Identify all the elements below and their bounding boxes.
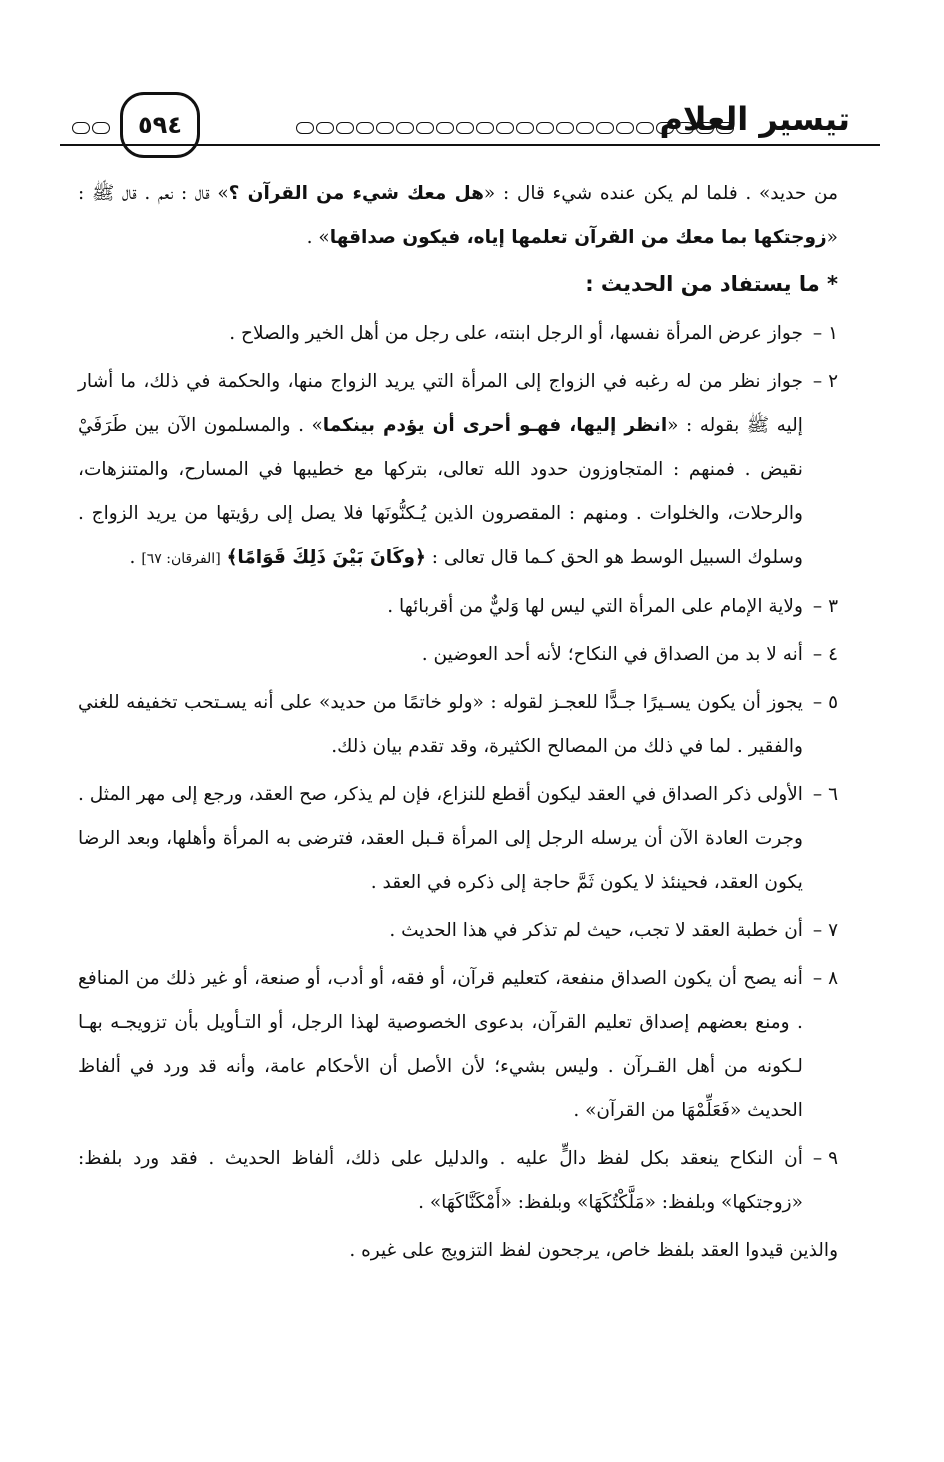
- item-number: ٤ –: [812, 644, 838, 665]
- item-text: الأولى ذكر الصداق في العقد ليكون أقطع للنزاع، فإن لم يذكر، صح العقد، ورجع إلى مهر المثل . وجرت العادة الآن أن يرسله الرجل إلى المرأة قـبل العقد، فترضى به المرأة وأهلها، وبعد الرضا يكون العقد، فحينئذ لا يكون ثَمَّ حاجة إلى ذكره في العقد .: [78, 784, 803, 893]
- list-item: [78, 957, 838, 1133]
- item-text: أنه يصح أن يكون الصداق منفعة، كتعليم قرآن، أو فقه، أو أدب، أو صنعة، أو غير ذلك من المنافع . ومنع بعضهم إصداق تعليم القرآن، بدعوى الخصوصية لهذا الرجل، أو التـأويل بأن تزويجـه بهـا لـكونه من أهل القـرآن . وليس بشيء؛ لأن الأصل أن الأحكام عامة، وأنه قد ورد في ألفاظ الحديث «فَعَلِّمْهَا من القرآن» .: [78, 968, 803, 1121]
- item-number: ٢ –: [812, 371, 838, 392]
- list-item: [78, 1137, 838, 1225]
- list-item: [78, 681, 838, 769]
- item-text-b: » . والمسلمون الآن بين طَرَفَيْ نقيض . فمنهم : المتجاوزون حدود الله تعالى، بتركها مع خطيبها في المسارح، والمتنزهات، والرحلات، والخلوات . ومنهم : المقصرون الذين يُـكنُّونَها فلا يصل إلى رؤيتها من يريد الزواج . وسلوك السبيل الوسط هو الحق كـما قال تعالى :: [78, 415, 803, 568]
- section-heading: * ما يستفاد من الحديث :: [585, 272, 838, 296]
- item-text-a: جواز نظر من له رغبه في الزواج إلى المرأة التي يريد الزواج منها، والحكمة في ذلك، ما أشار إليه ﷺ بقوله : «: [78, 371, 803, 436]
- hadith-quote: انظر إليها، فهـو أحرى أن يؤدم بينكما: [322, 415, 668, 436]
- item-text: يجوز أن يكون يسـيرًا جـدًّا للعجـز لقوله : «ولو خاتمًا من حديد» على أنه يسـتحب تخفيفه للغني والفقير . لما في ذلك من المصالح الكثيرة، وقد تقدم بيان ذلك.: [78, 692, 803, 757]
- item-number: ٩ –: [812, 1148, 838, 1169]
- header-rule: [60, 144, 880, 146]
- list-item: [78, 360, 838, 581]
- item-text-end: .: [129, 547, 142, 568]
- item-text: جواز عرض المرأة نفسها، أو الرجل ابنته، على رجل من أهل الخير والصلاح .: [229, 323, 803, 344]
- list-item: [78, 585, 838, 629]
- item-number: ٦ –: [812, 784, 838, 805]
- item-text: أنه لا بد من الصداق في النكاح؛ لأنه أحد العوضين .: [421, 644, 803, 665]
- list-item: [78, 312, 838, 356]
- item-number: ٨ –: [812, 968, 838, 989]
- item-number: ١ –: [812, 323, 838, 344]
- intro-text-c: » .: [306, 227, 330, 248]
- closing-paragraph: والذين قيدوا العقد بلفظ خاص، يرجحون لفظ التزويج على غيره .: [349, 1240, 838, 1261]
- intro-paragraph: [78, 172, 838, 260]
- page-content: [78, 172, 838, 1273]
- item-text: ولاية الإمام على المرأة التي ليس لها وَليٌّ من أقربائها .: [387, 596, 803, 617]
- list-item: [78, 773, 838, 905]
- verse-reference: [الفرقان: ٦٧]: [141, 551, 221, 567]
- intro-text-a: من حديد» . فلما لم يكن عنده شيء قال : «: [483, 183, 838, 204]
- intro-text-b: » قال : نعم . قال ﷺ : «: [78, 183, 838, 248]
- ornament-small: [72, 122, 110, 136]
- item-number: ٣ –: [812, 596, 838, 617]
- quran-verse: ﴿وكَانَ بَيْنَ ذَلِكَ قَوَامًا﴾: [226, 547, 426, 568]
- item-text: [78, 360, 803, 581]
- list-item: [78, 909, 838, 953]
- item-number: ٥ –: [812, 692, 838, 713]
- item-number: ٧ –: [812, 920, 838, 941]
- item-text: أن خطبة العقد لا تجب، حيث لم تذكر في هذا الحديث .: [389, 920, 803, 941]
- hadith-quote-2: زوجتكها بما معك من القرآن تعلمها إياه، فيكون صداقها: [329, 227, 827, 248]
- hadith-quote-1: هل معك شيء من القرآن ؟: [228, 183, 484, 204]
- page-header: [60, 88, 880, 168]
- page-number: ٥٩٤: [120, 92, 200, 158]
- item-text: أن النكاح ينعقد بكل لفظ دالٍّ عليه . والدليل على ذلك، ألفاظ الحديث . فقد ورد بلفظ: «زوجتكها» وبلفظ: «مَلَّكْتُكَهَا» وبلفظ: «أَمْكَنَّاكَهَا» .: [78, 1148, 803, 1213]
- list-item: [78, 633, 838, 677]
- book-title: تيسير العلام: [659, 100, 850, 138]
